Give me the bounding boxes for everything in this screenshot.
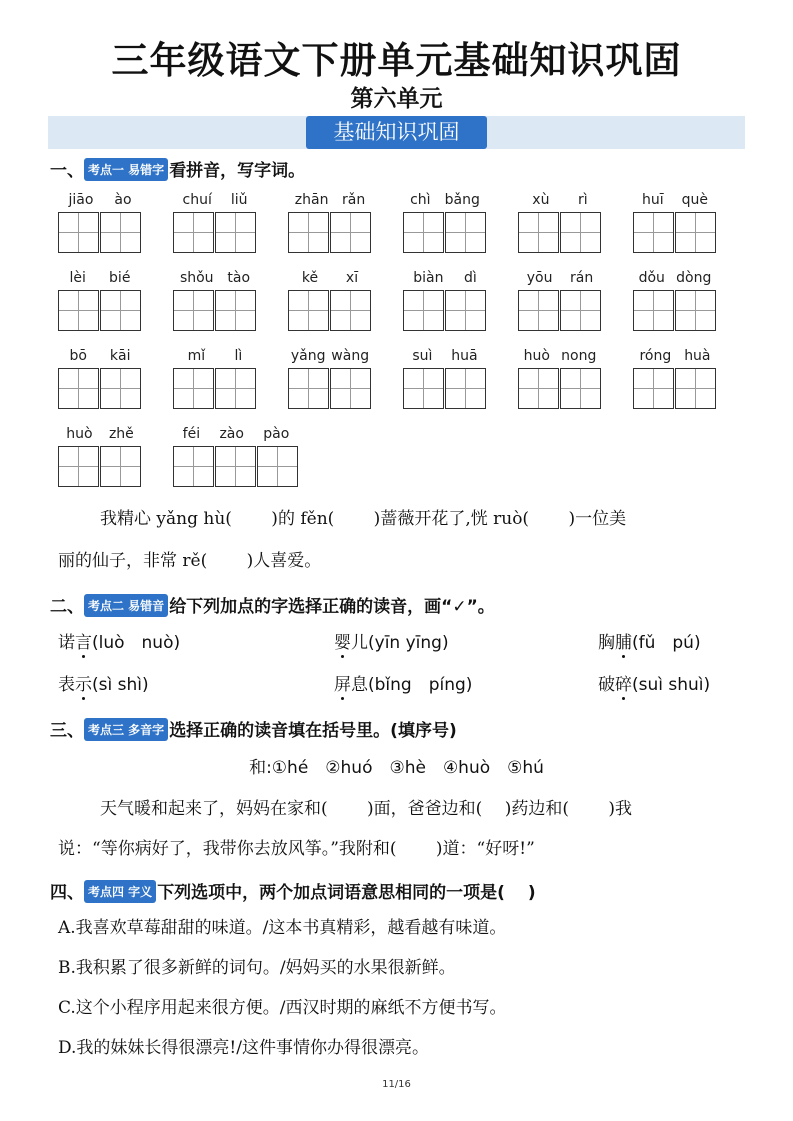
pinyin-syllable: róng: [639, 348, 672, 364]
pinyin-syllable: bǎng: [444, 192, 480, 208]
reading-choice-item: [598, 628, 701, 653]
writing-boxes: [173, 212, 257, 253]
pinyin-syllable: biàn: [413, 270, 444, 286]
pinyin-word: [173, 348, 257, 410]
pinyin-word: [173, 426, 299, 488]
pinyin-syllable: wàng: [331, 348, 370, 364]
tian-grid-box[interactable]: [518, 290, 559, 331]
pinyin-word: [58, 348, 142, 410]
section-number: 一、: [50, 161, 84, 181]
topic-tag: 考点四 字义: [84, 880, 156, 903]
pinyin-syllable: féi: [182, 426, 201, 442]
pinyin-label: [518, 270, 602, 288]
pinyin-syllable: huī: [641, 192, 664, 208]
tian-grid-box[interactable]: [675, 212, 716, 253]
tian-grid-box[interactable]: [330, 290, 371, 331]
polyphone-passage-line: 天气暖和起来了，妈妈在家和( )面，爸爸边和( )药边和( )我: [100, 799, 633, 819]
pinyin-syllable: huò: [66, 426, 93, 442]
writing-boxes: [633, 290, 717, 331]
choice-option-a: A.我喜欢草莓甜甜的味道。/这本书真精彩，越看越有味道。: [58, 918, 507, 938]
tian-grid-box[interactable]: [173, 368, 214, 409]
pinyin-label: [173, 192, 257, 210]
section2-heading: [50, 592, 495, 617]
pinyin-syllable: rán: [570, 270, 594, 286]
pinyin-syllable: chì: [410, 192, 431, 208]
reading-options[interactable]: (sì shì): [92, 675, 149, 695]
pinyin-label: [518, 192, 602, 210]
unit-subtitle: 第六单元: [350, 86, 443, 112]
pinyin-word: [633, 348, 717, 410]
pinyin-syllable: mǐ: [187, 348, 206, 364]
pinyin-syllable: dǒu: [638, 270, 665, 286]
writing-boxes: [58, 212, 142, 253]
tian-grid-box[interactable]: [560, 368, 601, 409]
tian-grid-box[interactable]: [100, 212, 141, 253]
writing-boxes: [173, 368, 257, 409]
tian-grid-box[interactable]: [675, 290, 716, 331]
dotted-character: 脯: [615, 628, 632, 653]
choice-option-d: D.我的妹妹长得很漂亮!/这件事情你办得很漂亮。: [58, 1038, 429, 1058]
pinyin-label: [403, 192, 487, 210]
tian-grid-box[interactable]: [633, 212, 674, 253]
pinyin-label: [58, 270, 142, 288]
tian-grid-box[interactable]: [288, 368, 329, 409]
tian-grid-box[interactable]: [100, 446, 141, 487]
choice-option-b: B.我积累了很多新鲜的词句。/妈妈买的水果很新鲜。: [58, 958, 456, 978]
tian-grid-box[interactable]: [675, 368, 716, 409]
pinyin-syllable: lì: [234, 348, 243, 364]
pinyin-word: [288, 192, 372, 254]
writing-boxes: [633, 212, 717, 253]
section-number: 二、: [50, 597, 84, 617]
pinyin-syllable: bō: [69, 348, 87, 364]
pinyin-syllable: ào: [114, 192, 132, 208]
section1-heading: [50, 156, 305, 181]
tian-grid-box[interactable]: [215, 212, 256, 253]
reading-choice-item: [58, 670, 149, 695]
pinyin-word: [58, 192, 142, 254]
item-word: 屏息: [334, 675, 368, 695]
pinyin-syllable: zhān: [294, 192, 329, 208]
reading-choice-item: [334, 670, 472, 695]
tian-grid-box[interactable]: [403, 290, 444, 331]
pinyin-passage-line: 丽的仙子，非常 rě( )人喜爱。: [58, 551, 322, 571]
pinyin-label: [403, 270, 487, 288]
section-number: 三、: [50, 721, 84, 741]
polyphone-passage-line: 说：“等你病好了，我带你去放风筝。”我附和( )道：“好呀!”: [58, 839, 535, 859]
section-instruction: 给下列加点的字选择正确的读音，画“✓”。: [169, 597, 495, 617]
topic-tag: 考点三 多音字: [84, 718, 168, 741]
tian-grid-box[interactable]: [173, 212, 214, 253]
pinyin-syllable: tào: [227, 270, 251, 286]
tian-grid-box[interactable]: [445, 368, 486, 409]
reading-choice-item: [58, 628, 180, 653]
pinyin-word: [173, 270, 257, 332]
pinyin-word: [173, 192, 257, 254]
tian-grid-box[interactable]: [58, 212, 99, 253]
pinyin-label: [633, 192, 717, 210]
pinyin-syllable: zhě: [108, 426, 134, 442]
tian-grid-box[interactable]: [100, 290, 141, 331]
tian-grid-box[interactable]: [330, 212, 371, 253]
pinyin-syllable: rì: [578, 192, 588, 208]
pinyin-label: [633, 270, 717, 288]
tian-grid-box[interactable]: [633, 290, 674, 331]
pinyin-word: [403, 348, 487, 410]
reading-options[interactable]: (fǔ pú): [632, 633, 701, 653]
tian-grid-box[interactable]: [288, 290, 329, 331]
writing-boxes: [58, 368, 142, 409]
tian-grid-box[interactable]: [403, 368, 444, 409]
pinyin-syllable: dì: [463, 270, 477, 286]
pinyin-syllable: huā: [451, 348, 478, 364]
pinyin-word: [633, 270, 717, 332]
pinyin-word: [633, 192, 717, 254]
reading-options[interactable]: (luò nuò): [92, 633, 181, 653]
section3-heading: [50, 716, 457, 741]
polyphone-options: 和:①hé ②huó ③hè ④huò ⑤hú: [249, 758, 544, 778]
pinyin-word: [403, 270, 487, 332]
pinyin-syllable: yōu: [526, 270, 553, 286]
reading-options[interactable]: (yīn yīng): [368, 633, 449, 653]
dotted-character: 碎: [615, 670, 632, 695]
section-instruction: 看拼音，写字词。: [169, 161, 306, 181]
pinyin-syllable: yǎng: [290, 348, 326, 364]
writing-boxes: [288, 290, 372, 331]
writing-boxes: [518, 368, 602, 409]
tian-grid-box[interactable]: [173, 446, 214, 487]
topic-tag: 考点二 易错音: [84, 594, 168, 617]
pinyin-syllable: suì: [412, 348, 433, 364]
pinyin-label: [173, 270, 257, 288]
pinyin-label: [173, 348, 257, 366]
writing-boxes: [633, 368, 717, 409]
tian-grid-box[interactable]: [445, 212, 486, 253]
tian-grid-box[interactable]: [100, 368, 141, 409]
writing-boxes: [288, 212, 372, 253]
pinyin-word: [288, 270, 372, 332]
pinyin-syllable: xī: [345, 270, 359, 286]
writing-boxes: [518, 212, 602, 253]
pinyin-label: [58, 348, 142, 366]
item-word: 破碎: [598, 675, 632, 695]
pinyin-word: [403, 192, 487, 254]
pinyin-word: [518, 270, 602, 332]
writing-boxes: [403, 212, 487, 253]
pinyin-word: [518, 348, 602, 410]
tian-grid-box[interactable]: [560, 212, 601, 253]
tian-grid-box[interactable]: [445, 290, 486, 331]
tian-grid-box[interactable]: [58, 290, 99, 331]
item-word: 诺言: [58, 633, 92, 653]
choice-option-c: C.这个小程序用起来很方便。/西汉时期的麻纸不方便书写。: [58, 998, 507, 1018]
pinyin-label: [288, 270, 372, 288]
pinyin-syllable: jiāo: [68, 192, 94, 208]
pinyin-syllable: bié: [109, 270, 131, 286]
pinyin-label: [288, 192, 372, 210]
dotted-character: 婴: [334, 628, 351, 653]
reading-choice-item: [334, 628, 449, 653]
dotted-character: 屏: [334, 670, 351, 695]
tian-grid-box[interactable]: [560, 290, 601, 331]
tian-grid-box[interactable]: [215, 290, 256, 331]
dotted-character: 示: [75, 670, 92, 695]
section-number: 四、: [50, 883, 84, 903]
section-instruction: 下列选项中，两个加点词语意思相同的一项是( ): [157, 883, 536, 903]
reading-options[interactable]: (suì shuì): [632, 675, 711, 695]
section4-heading: [50, 878, 536, 903]
tian-grid-box[interactable]: [215, 446, 256, 487]
pinyin-syllable: huò: [523, 348, 550, 364]
item-word: 婴儿: [334, 633, 368, 653]
pinyin-syllable: huà: [684, 348, 711, 364]
pinyin-word: [58, 270, 142, 332]
pinyin-label: [173, 426, 299, 444]
pinyin-passage-line: 我精心 yǎng hù( )的 fěn( )蔷薇开花了,恍 ruò( )一位美: [100, 509, 627, 529]
pinyin-syllable: nong: [561, 348, 597, 364]
tian-grid-box[interactable]: [330, 368, 371, 409]
item-word: 胸脯: [598, 633, 632, 653]
writing-boxes: [403, 368, 487, 409]
writing-boxes: [173, 290, 257, 331]
pinyin-syllable: xù: [532, 192, 550, 208]
tian-grid-box[interactable]: [58, 368, 99, 409]
tian-grid-box[interactable]: [403, 212, 444, 253]
pinyin-syllable: liǔ: [230, 192, 248, 208]
reading-options[interactable]: (bǐng píng): [368, 675, 473, 695]
reading-choice-item: [598, 670, 710, 695]
tian-grid-box[interactable]: [633, 368, 674, 409]
pinyin-syllable: zào: [219, 426, 244, 442]
pinyin-syllable: pào: [263, 426, 290, 442]
pinyin-syllable: chuí: [182, 192, 212, 208]
page-title: 三年级语文下册单元基础知识巩固: [111, 39, 682, 82]
writing-boxes: [288, 368, 372, 409]
page-number: 11/16: [382, 1079, 411, 1090]
dotted-character: 言: [75, 628, 92, 653]
pinyin-syllable: què: [681, 192, 708, 208]
writing-boxes: [403, 290, 487, 331]
pinyin-syllable: shǒu: [179, 270, 214, 286]
writing-boxes: [58, 446, 142, 487]
writing-boxes: [518, 290, 602, 331]
section-instruction: 选择正确的读音填在括号里。(填序号): [169, 721, 457, 741]
pinyin-syllable: rǎn: [342, 192, 366, 208]
pinyin-label: [633, 348, 717, 366]
pinyin-syllable: kāi: [109, 348, 131, 364]
tian-grid-box[interactable]: [215, 368, 256, 409]
pinyin-label: [518, 348, 602, 366]
pinyin-syllable: dòng: [676, 270, 712, 286]
pinyin-word: [518, 192, 602, 254]
pinyin-label: [403, 348, 487, 366]
writing-boxes: [173, 446, 299, 487]
tian-grid-box[interactable]: [518, 368, 559, 409]
tian-grid-box[interactable]: [288, 212, 329, 253]
pinyin-syllable: kě: [301, 270, 319, 286]
tian-grid-box[interactable]: [173, 290, 214, 331]
banner-label: 基础知识巩固: [306, 116, 487, 149]
pinyin-label: [288, 348, 372, 366]
pinyin-label: [58, 192, 142, 210]
tian-grid-box[interactable]: [518, 212, 559, 253]
pinyin-word: [58, 426, 142, 488]
pinyin-syllable: lèi: [69, 270, 86, 286]
pinyin-word: [288, 348, 372, 410]
pinyin-label: [58, 426, 142, 444]
item-word: 表示: [58, 675, 92, 695]
topic-tag: 考点一 易错字: [84, 158, 168, 181]
tian-grid-box[interactable]: [58, 446, 99, 487]
writing-boxes: [58, 290, 142, 331]
tian-grid-box[interactable]: [257, 446, 298, 487]
